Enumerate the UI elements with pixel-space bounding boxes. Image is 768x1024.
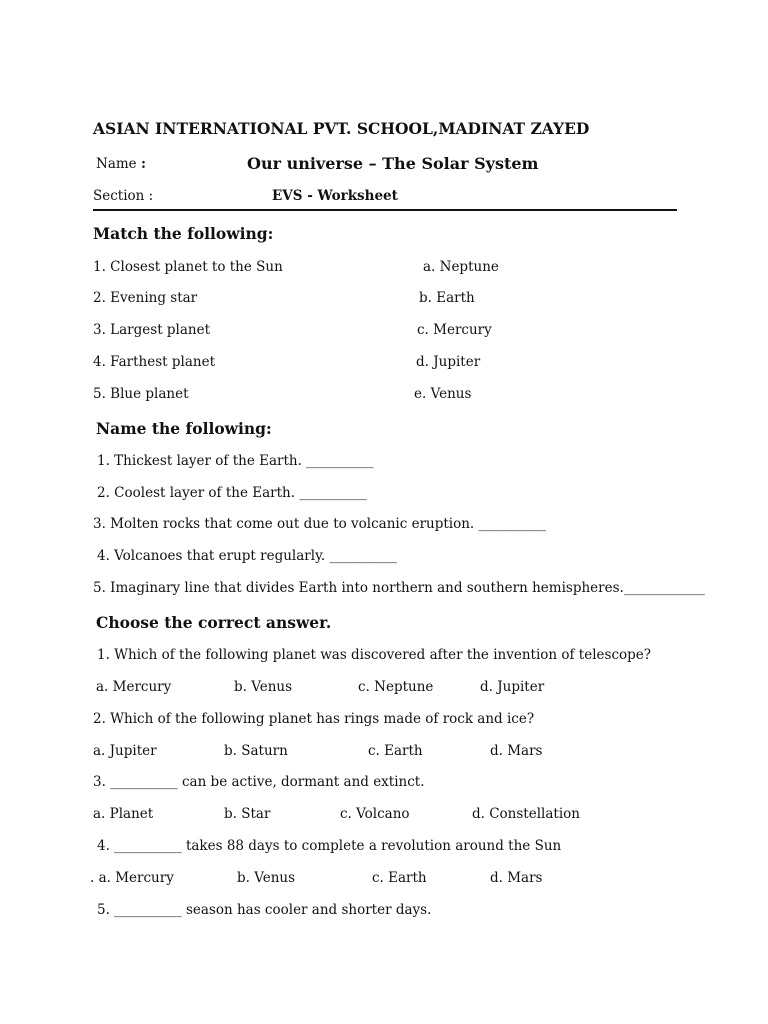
worksheet-subtitle: EVS - Worksheet: [272, 188, 398, 204]
worksheet-title: Our universe – The Solar System: [247, 154, 539, 173]
name-label: [96, 158, 146, 172]
answer-option: b. Venus: [237, 870, 296, 886]
answer-option: d. Jupiter: [480, 679, 545, 695]
name-following-heading: Name the following:: [96, 419, 272, 438]
name-following-item: 2. Coolest layer of the Earth. __________: [97, 485, 367, 501]
question-text: 5. __________ season has cooler and shorter days.: [97, 902, 432, 918]
name-label-text: Name: [96, 156, 137, 172]
answer-option: c. Neptune: [358, 679, 434, 695]
choose-heading: Choose the correct answer.: [96, 613, 332, 632]
answer-option: a. Planet: [93, 806, 154, 822]
header-divider: [93, 209, 677, 211]
name-following-item: 3. Molten rocks that come out due to volcanic eruption. __________: [93, 516, 547, 532]
question-text: 4. __________ takes 88 days to complete a revolution around the Sun: [97, 838, 562, 854]
section-label: Section :: [93, 188, 154, 204]
school-name: ASIAN INTERNATIONAL PVT. SCHOOL,MADINAT ZAYED: [93, 119, 590, 138]
question-text: 2. Which of the following planet has rings made of rock and ice?: [93, 711, 535, 727]
match-right-item: d. Jupiter: [416, 354, 481, 370]
match-left-item: 5. Blue planet: [93, 386, 189, 402]
answer-option: d. Mars: [490, 870, 543, 886]
match-right-item: c. Mercury: [417, 322, 492, 338]
name-following-item: 5. Imaginary line that divides Earth into northern and southern hemispheres.____________: [93, 580, 705, 596]
answer-option: c. Earth: [372, 870, 427, 886]
answer-option: d. Mars: [490, 743, 543, 759]
answer-option: b. Saturn: [224, 743, 288, 759]
answer-option: . a. Mercury: [90, 870, 174, 886]
answer-option: b. Star: [224, 806, 271, 822]
answer-option: a. Jupiter: [93, 743, 157, 759]
match-right-item: a. Neptune: [423, 259, 499, 275]
answer-option: c. Volcano: [340, 806, 410, 822]
name-following-item: 1. Thickest layer of the Earth. __________: [97, 453, 374, 469]
name-label-colon: :: [140, 156, 146, 172]
match-left-item: 3. Largest planet: [93, 322, 211, 338]
answer-option: d. Constellation: [472, 806, 580, 822]
question-text: 3. __________ can be active, dormant and extinct.: [93, 774, 425, 790]
match-left-item: 2. Evening star: [93, 290, 198, 306]
answer-option: b. Venus: [234, 679, 293, 695]
match-left-item: 4. Farthest planet: [93, 354, 215, 370]
match-right-item: e. Venus: [414, 386, 472, 402]
match-heading: Match the following:: [93, 224, 274, 243]
question-text: 1. Which of the following planet was discovered after the invention of telescope?: [97, 647, 652, 663]
match-right-item: b. Earth: [419, 290, 475, 306]
name-following-item: 4. Volcanoes that erupt regularly. __________: [97, 548, 397, 564]
match-left-item: 1. Closest planet to the Sun: [93, 259, 283, 275]
answer-option: c. Earth: [368, 743, 423, 759]
answer-option: a. Mercury: [96, 679, 172, 695]
